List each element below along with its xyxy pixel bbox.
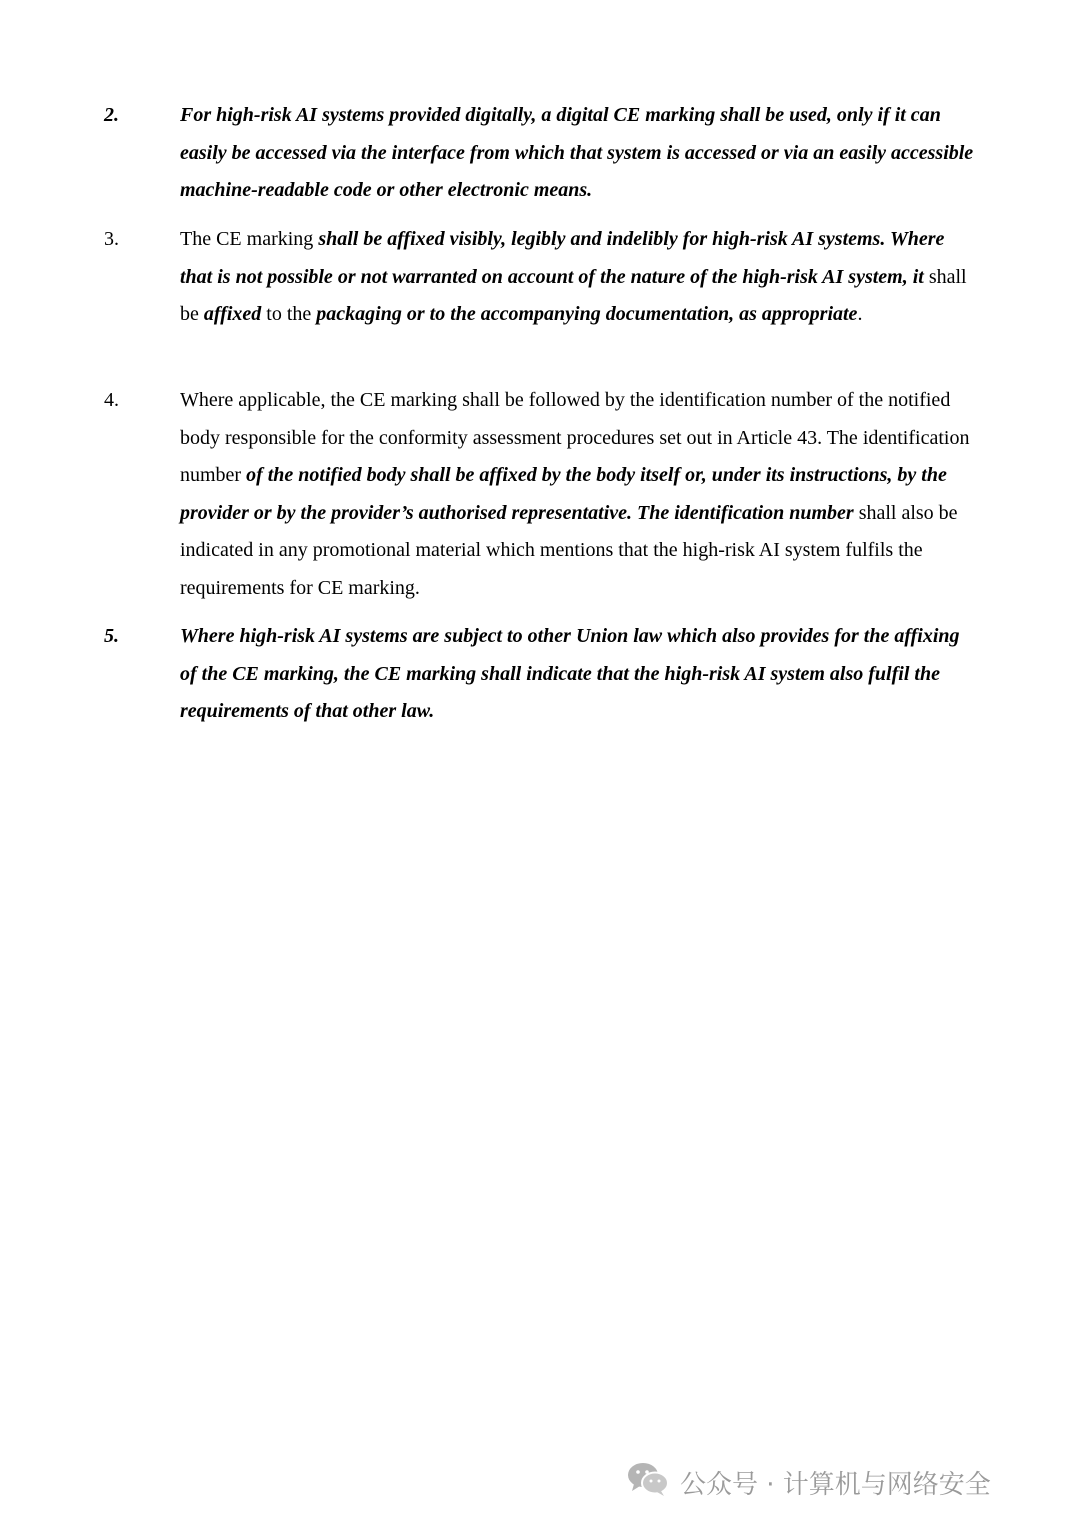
wechat-icon bbox=[626, 1461, 670, 1504]
text-run: packaging or to the accompanying documentation, as appropriate bbox=[316, 303, 858, 325]
paragraph-text bbox=[180, 382, 980, 607]
text-run: of the notified body shall be affixed by the body itself or, under its instructions, by the provider or by the provider’s authorised representative. The identification number bbox=[180, 464, 947, 524]
text-run: to the bbox=[261, 303, 317, 325]
paragraph-number: 3. bbox=[104, 228, 119, 250]
text-run: affixed bbox=[203, 303, 262, 325]
text-run: For high-risk AI systems provided digitally, a digital CE marking shall be used, only if it can easily be accessed via the interface from which that system is accessed or via an easily accessible machine-readable code or other electronic means. bbox=[180, 104, 974, 201]
text-run: Where applicable, the CE marking shall be followed by the identification number of the notified body responsible for the conformity assessment procedures set out in Article 43. The identification number bbox=[180, 389, 970, 486]
watermark-text: 公众号 · 计算机与网络安全 bbox=[680, 1469, 991, 1500]
paragraph-text bbox=[180, 221, 980, 334]
text-run: shall also be indicated in any promotional material which mentions that the high-risk AI system fulfils the requirements for CE marking. bbox=[180, 501, 958, 599]
watermark bbox=[626, 1462, 991, 1502]
paragraph-text bbox=[180, 97, 980, 210]
text-run: . bbox=[857, 303, 863, 325]
paragraph-number: 2. bbox=[104, 104, 119, 126]
paragraph-number: 4. bbox=[104, 389, 119, 411]
text-run: shall be bbox=[180, 265, 967, 325]
text-run: shall be affixed visibly, legibly and indelibly for high-risk AI systems. Where that is not possible or not warranted on account of the nature of the high-risk AI system, it bbox=[180, 228, 945, 288]
paragraph-number: 5. bbox=[104, 625, 119, 647]
text-run: The CE marking bbox=[180, 228, 319, 250]
paragraph-text bbox=[180, 618, 980, 731]
text-run: Where high-risk AI systems are subject to other Union law which also provides for the affixing of the CE marking, the CE marking shall indicate that the high-risk AI system also fulfil the requirements of that other law. bbox=[180, 625, 960, 722]
